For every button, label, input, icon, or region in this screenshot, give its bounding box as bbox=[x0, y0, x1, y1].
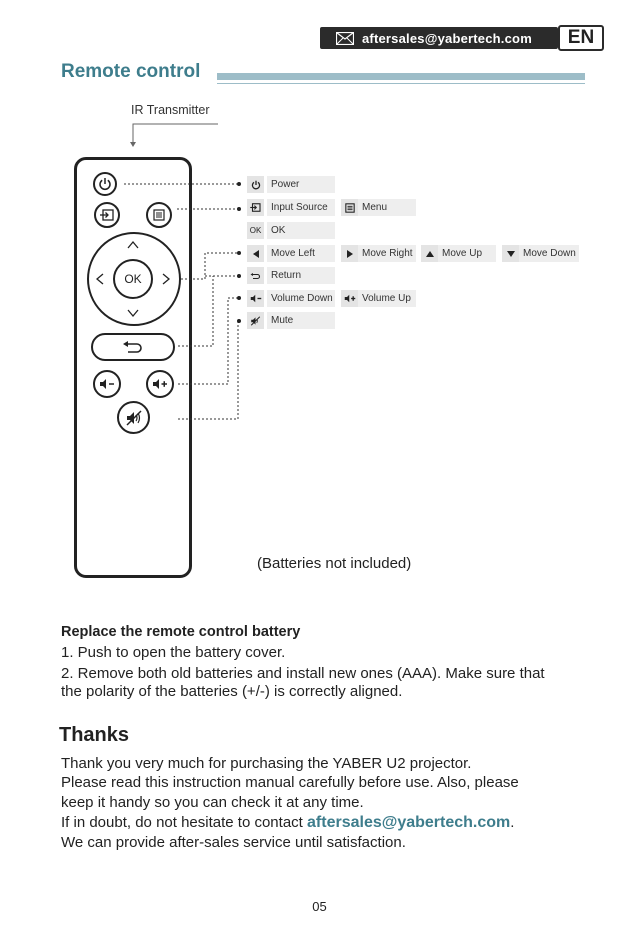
legend-ok-label: OK bbox=[267, 222, 335, 239]
thanks-line-1: Thank you very much for purchasing the YABER U2 projector. bbox=[61, 755, 472, 772]
volume-down-icon bbox=[250, 294, 262, 303]
section-title: Remote control bbox=[61, 61, 201, 82]
thanks-line-4-prefix: If in doubt, do not hesitate to contact bbox=[61, 814, 303, 831]
ir-transmitter-label: IR Transmitter bbox=[131, 103, 210, 117]
mute-icon bbox=[250, 316, 261, 326]
thanks-line-2: Please read this instruction manual carefully before use. Also, please bbox=[61, 774, 519, 791]
legend-down-icon-cell bbox=[502, 245, 519, 262]
triangle-up-icon bbox=[426, 251, 434, 257]
replace-step-1: 1. Push to open the battery cover. bbox=[61, 644, 286, 661]
legend-move-up-label: Move Up bbox=[438, 245, 496, 262]
legend-move-left-label: Move Left bbox=[267, 245, 335, 262]
replace-step-2-line-1: 2. Remove both old batteries and install new ones (AAA). Make sure that bbox=[61, 665, 545, 682]
replace-battery-heading: Replace the remote control battery bbox=[61, 624, 301, 640]
legend-volume-down-icon-cell bbox=[247, 290, 264, 307]
legend-menu-icon-cell bbox=[341, 199, 358, 216]
legend-mute-icon-cell bbox=[247, 312, 264, 329]
triangle-left-icon bbox=[253, 250, 259, 258]
legend-move-down-label: Move Down bbox=[519, 245, 579, 262]
page-number: 05 bbox=[312, 899, 327, 914]
contact-email-link[interactable]: aftersales@yabertech.com bbox=[307, 814, 511, 831]
legend-volume-up-icon-cell bbox=[341, 290, 358, 307]
legend-power-label: Power bbox=[267, 176, 335, 193]
legend-return-icon-cell bbox=[247, 267, 264, 284]
legend-ok-icon-cell: OK bbox=[247, 222, 264, 239]
legend-mute-label: Mute bbox=[267, 312, 335, 329]
return-icon bbox=[250, 272, 261, 280]
thanks-line-3: keep it handy so you can check it at any time. bbox=[61, 794, 364, 811]
batteries-note: (Batteries not included) bbox=[257, 555, 412, 572]
legend-volume-up-label: Volume Up bbox=[358, 290, 416, 307]
legend-volume-down-label: Volume Down bbox=[267, 290, 335, 307]
thanks-line-5: We can provide after-sales service until satisfaction. bbox=[61, 834, 406, 851]
legend-left-icon-cell bbox=[247, 245, 264, 262]
legend-menu-label: Menu bbox=[358, 199, 416, 216]
power-icon bbox=[251, 180, 261, 190]
legend-input-source-label: Input Source bbox=[267, 199, 335, 216]
contact-email[interactable]: aftersales@yabertech.com bbox=[362, 30, 532, 46]
volume-up-icon bbox=[344, 294, 356, 303]
legend-right-icon-cell bbox=[341, 245, 358, 262]
input-source-icon bbox=[250, 203, 261, 212]
legend-return-label: Return bbox=[267, 267, 335, 284]
triangle-right-icon bbox=[347, 250, 353, 258]
triangle-down-icon bbox=[507, 251, 515, 257]
language-badge: EN bbox=[558, 25, 604, 51]
menu-icon bbox=[345, 203, 355, 213]
legend-power-icon-cell bbox=[247, 176, 264, 193]
thanks-line-4 bbox=[61, 813, 514, 833]
remote-ok-button[interactable]: OK bbox=[113, 259, 153, 299]
replace-step-2-line-2: the polarity of the batteries (+/-) is correctly aligned. bbox=[61, 683, 403, 700]
legend-up-icon-cell bbox=[421, 245, 438, 262]
legend-move-right-label: Move Right bbox=[358, 245, 416, 262]
thanks-heading: Thanks bbox=[59, 724, 130, 746]
thanks-line-4-suffix: . bbox=[510, 814, 515, 831]
legend-input-icon-cell bbox=[247, 199, 264, 216]
